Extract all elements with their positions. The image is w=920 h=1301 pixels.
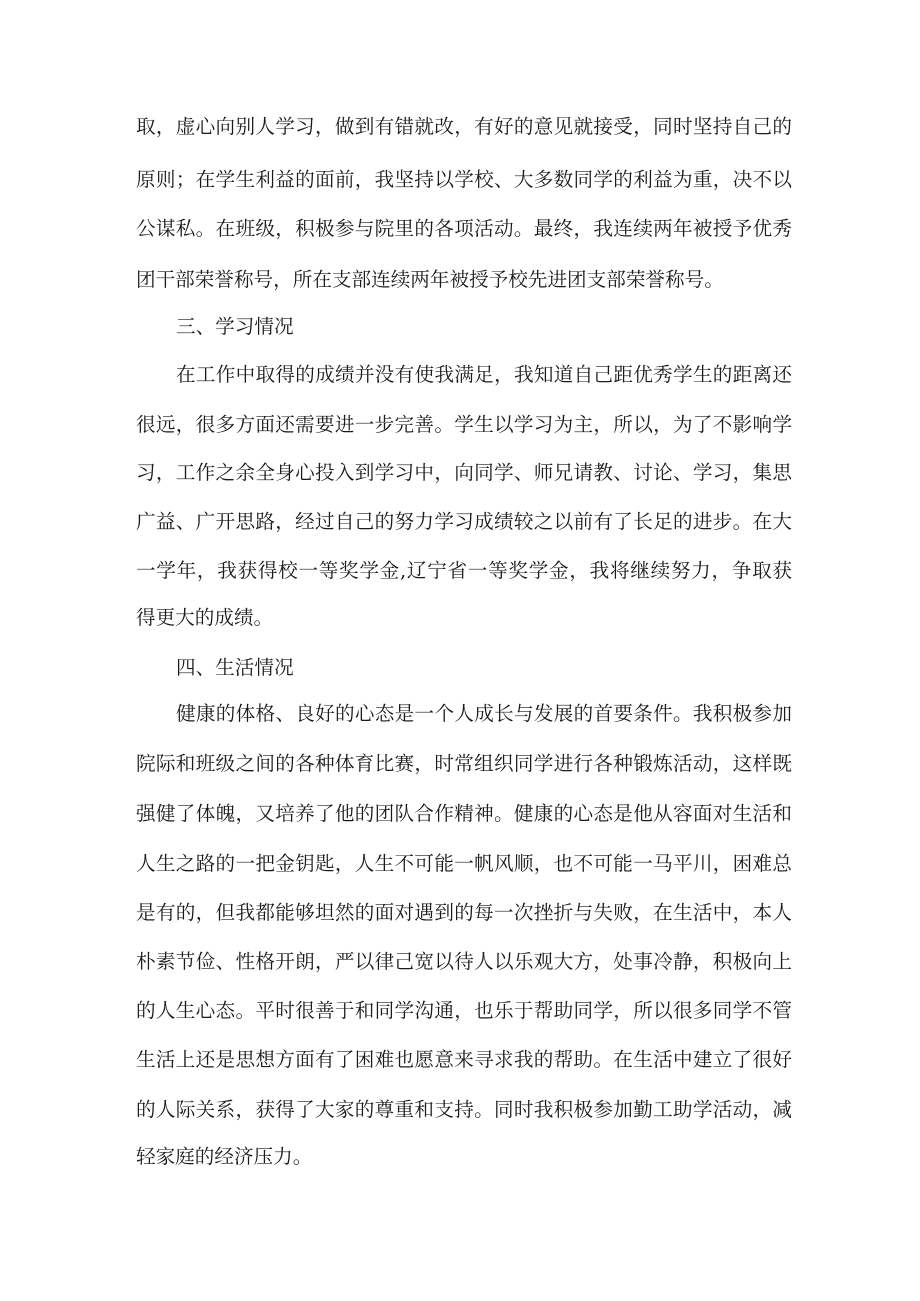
paragraph-line: 院际和班级之间的各种体育比赛，时常组织同学进行各种锻炼活动，这样既	[136, 752, 792, 775]
paragraph-line: 健康的体格、良好的心态是一个人成长与发展的首要条件。我积极参加	[176, 702, 792, 725]
section-heading-life: 四、生活情况	[176, 656, 294, 679]
paragraph-line: 公谋私。在班级，积极参与院里的各项活动。最终，我连续两年被授予优秀	[136, 217, 792, 240]
paragraph-line: 一学年，我获得校一等奖学金,辽宁省一等奖学金，我将继续努力，争取获	[136, 559, 792, 582]
paragraph-line: 朴素节俭、性格开朗，严以律己宽以待人以乐观大方，处事冷静，积极向上	[136, 950, 792, 973]
paragraph-line: 人生之路的一把金钥匙，人生不可能一帆风顺，也不可能一马平川，困难总	[136, 852, 792, 875]
paragraph-line: 原则；在学生利益的面前，我坚持以学校、大多数同学的利益为重，决不以	[136, 168, 792, 191]
paragraph-line: 在工作中取得的成绩并没有使我满足，我知道自己距优秀学生的距离还	[176, 363, 792, 386]
paragraph-line: 广益、广开思路，经过自己的努力学习成绩较之以前有了长足的进步。在大	[136, 510, 792, 533]
paragraph-line: 是有的，但我都能够坦然的面对遇到的每一次挫折与失败，在生活中，本人	[136, 901, 792, 924]
paragraph-line: 得更大的成绩。	[136, 606, 274, 629]
paragraph-line: 取，虚心向别人学习，做到有错就改，有好的意见就接受，同时坚持自己的	[136, 115, 792, 138]
paragraph-line: 习，工作之余全身心投入到学习中，向同学、师兄请教、讨论、学习，集思	[136, 461, 792, 484]
paragraph-line: 的人生心态。平时很善于和同学沟通，也乐于帮助同学，所以很多同学不管	[136, 999, 792, 1022]
paragraph-line: 的人际关系，获得了大家的尊重和支持。同时我积极参加勤工助学活动，减	[136, 1098, 792, 1121]
paragraph-line: 轻家庭的经济压力。	[136, 1145, 313, 1168]
section-heading-study: 三、学习情况	[176, 315, 294, 338]
paragraph-line: 团干部荣誉称号，所在支部连续两年被授予校先进团支部荣誉称号。	[136, 268, 724, 291]
paragraph-line: 很远，很多方面还需要进一步完善。学生以学习为主，所以，为了不影响学	[136, 413, 792, 436]
paragraph-line: 强健了体魄，又培养了他的团队合作精神。健康的心态是他从容面对生活和	[136, 802, 792, 825]
paragraph-line: 生活上还是思想方面有了困难也愿意来寻求我的帮助。在生活中建立了很好	[136, 1048, 792, 1071]
